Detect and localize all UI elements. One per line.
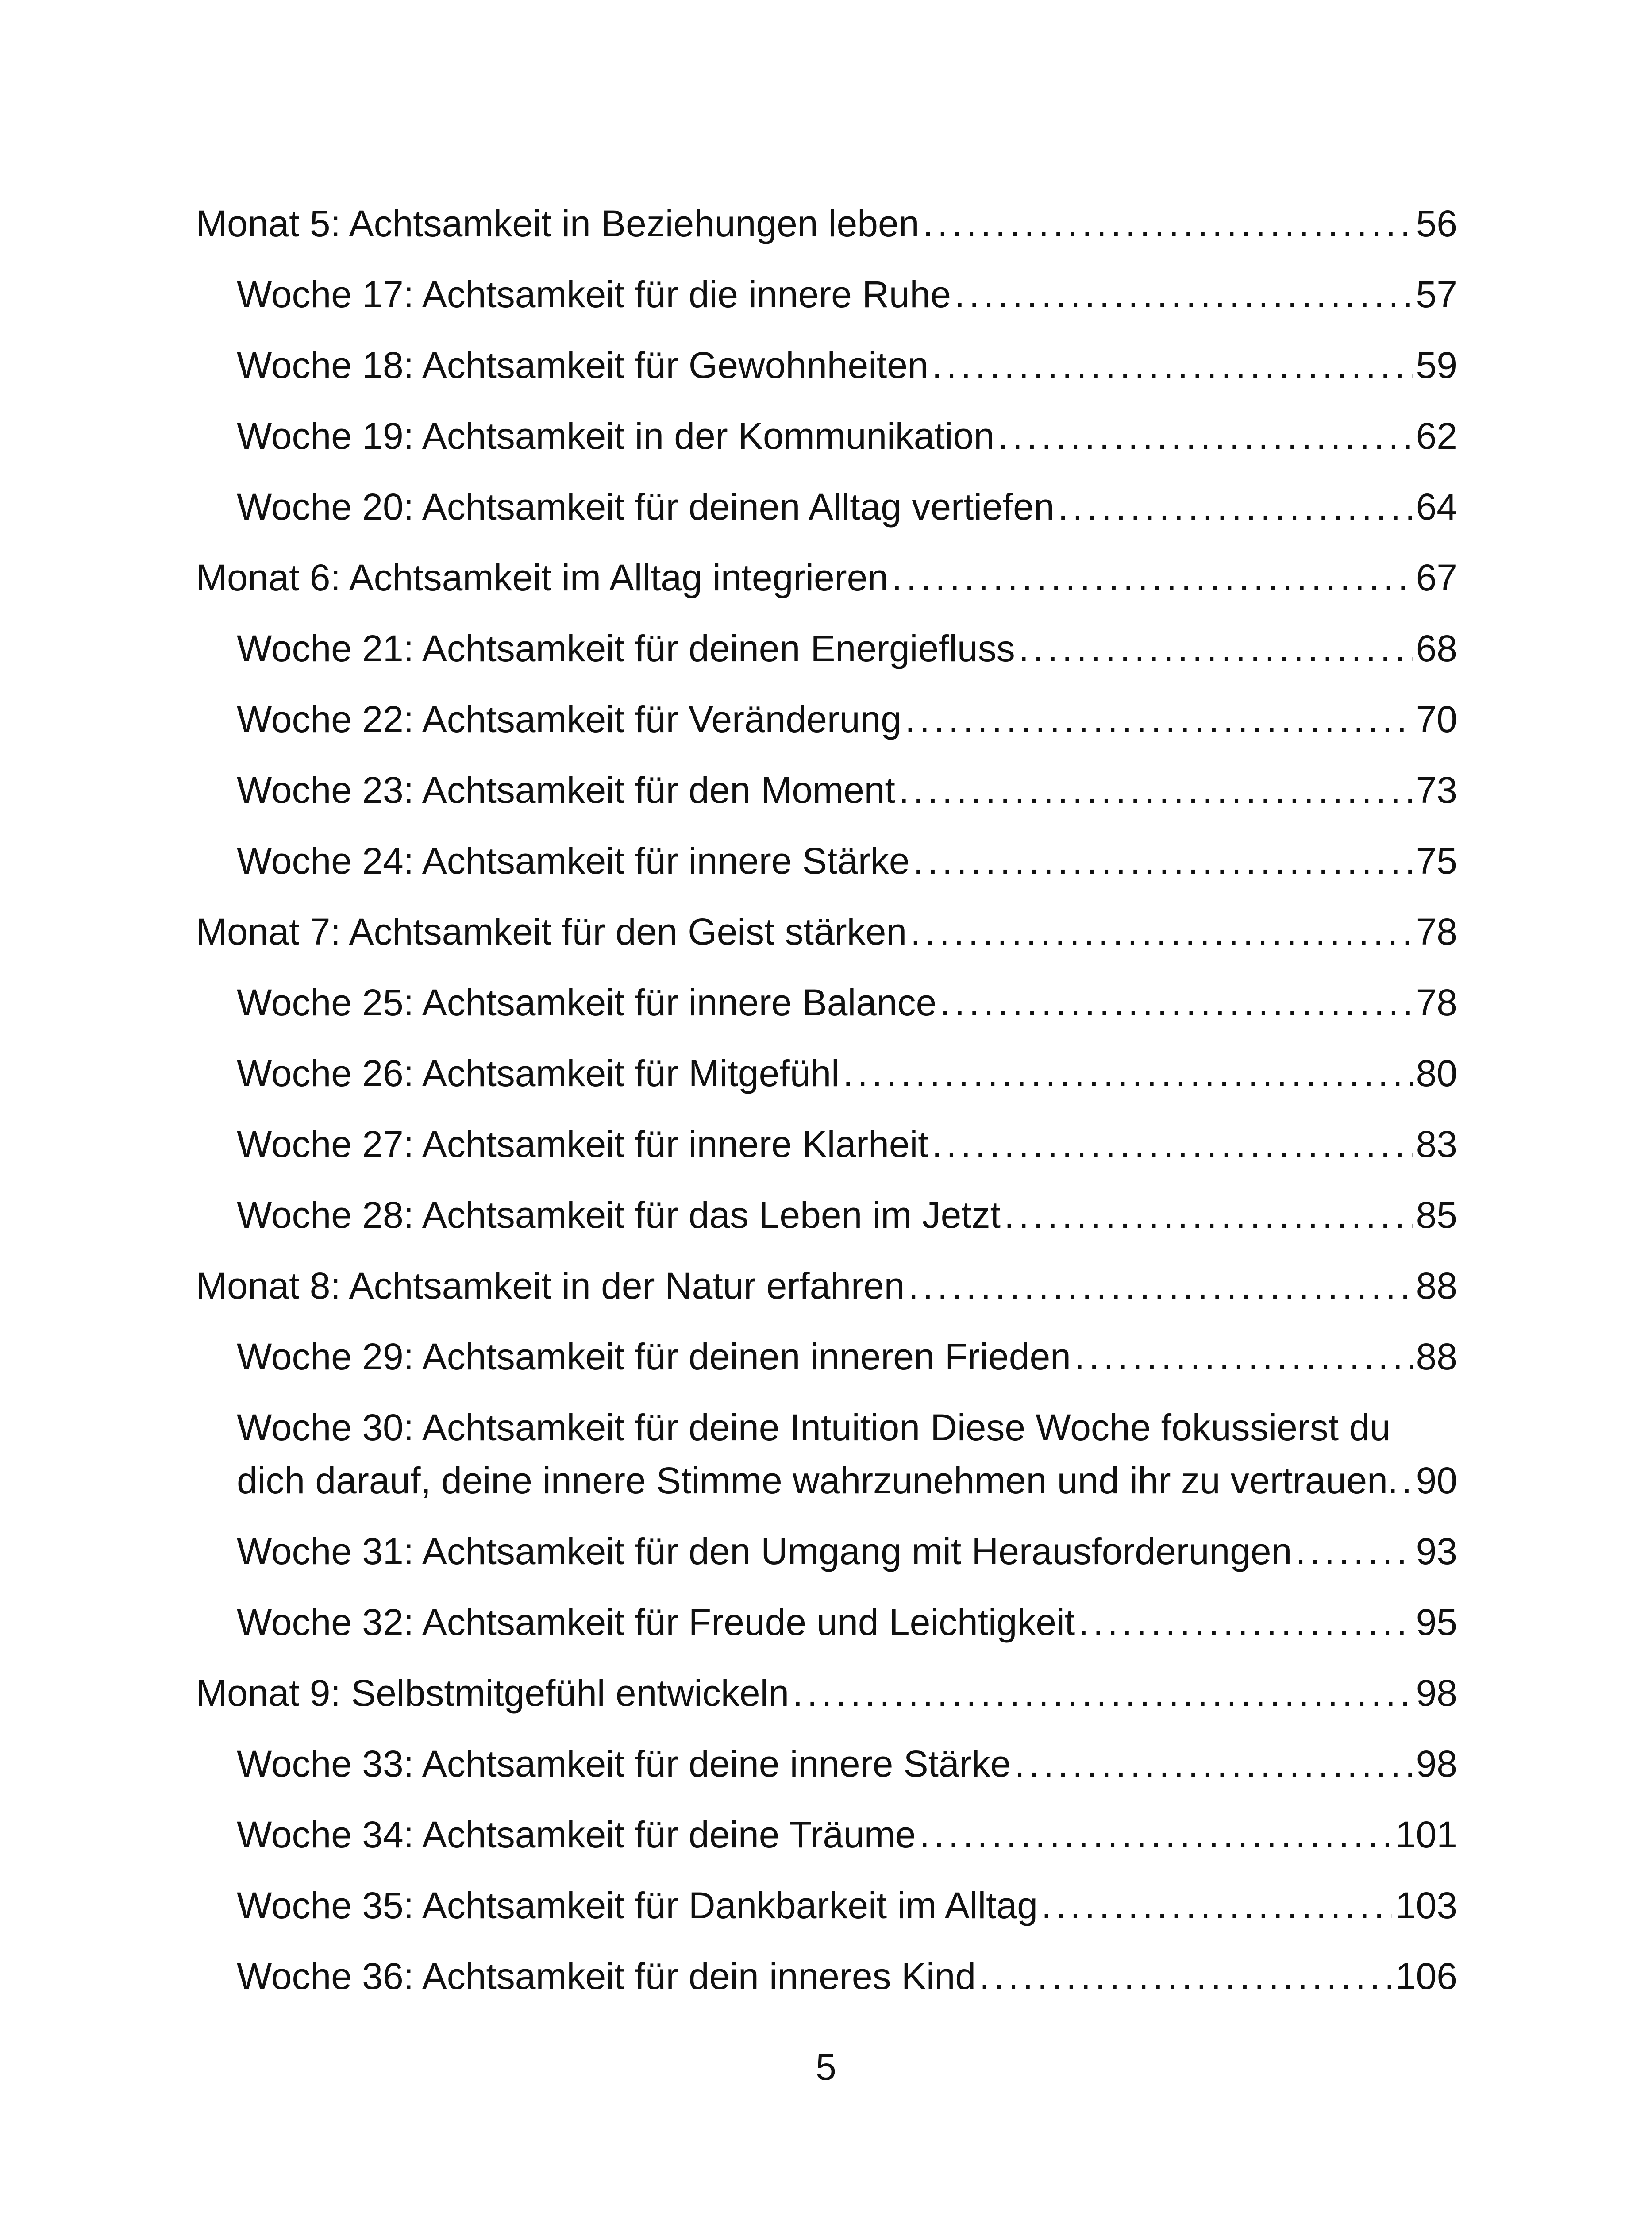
dot-leader [940, 976, 1412, 1029]
toc-entry-monat-7[interactable] [196, 905, 1457, 958]
dot-leader [1074, 1330, 1413, 1383]
toc-entry-title: Monat 7: Achtsamkeit für den Geist stärken [196, 911, 907, 952]
toc-entry-woche-34[interactable] [237, 1808, 1457, 1861]
toc-entry-monat-5[interactable] [196, 197, 1457, 250]
toc-entry-title: Woche 28: Achtsamkeit für das Leben im Jetzt [237, 1194, 1001, 1236]
dot-leader [1402, 1454, 1412, 1507]
toc-entry-title: Woche 35: Achtsamkeit für Dankbarkeit im Alltag [237, 1885, 1038, 1926]
dot-leader [793, 1666, 1413, 1720]
toc-entry-page: 78 [1416, 911, 1457, 952]
toc-entry-title: Monat 8: Achtsamkeit in der Natur erfahren [196, 1265, 905, 1307]
toc-entry-title: Woche 34: Achtsamkeit für deine Träume [237, 1814, 916, 1855]
toc-entry-page: 78 [1416, 982, 1457, 1023]
toc-entry-woche-28[interactable] [237, 1188, 1457, 1241]
dot-leader [843, 1047, 1413, 1100]
toc-entry-woche-20[interactable] [237, 480, 1457, 533]
toc-entry-page: 70 [1416, 698, 1457, 740]
toc-entry-title: dich darauf, deine innere Stimme wahrzunehmen und ihr zu vertrauen. [237, 1460, 1398, 1501]
dot-leader [1004, 1188, 1413, 1241]
toc-entry-page: 88 [1416, 1265, 1457, 1307]
toc-entry-woche-18[interactable] [237, 339, 1457, 392]
toc-entry-woche-22[interactable] [237, 693, 1457, 746]
dot-leader [955, 268, 1413, 321]
toc-entry-title: Woche 29: Achtsamkeit für deinen inneren Frieden [237, 1336, 1071, 1377]
toc-entry-title: Woche 31: Achtsamkeit für den Umgang mit Herausforderungen [237, 1531, 1292, 1572]
toc-entry-page: 101 [1395, 1814, 1457, 1855]
toc-entry-page: 88 [1416, 1336, 1457, 1377]
toc-entry-page: 93 [1416, 1531, 1457, 1572]
toc-entry-page: 73 [1416, 769, 1457, 811]
toc-entry-woche-17[interactable] [237, 268, 1457, 321]
toc-entry-title-line1: Woche 30: Achtsamkeit für deine Intuition Diese Woche fokussierst du [237, 1407, 1390, 1448]
dot-leader [932, 339, 1413, 392]
page-number: 5 [816, 2046, 836, 2088]
toc-entry-page: 83 [1416, 1123, 1457, 1165]
toc-entry-woche-30[interactable] [237, 1401, 1457, 1507]
toc-entry-page: 98 [1416, 1672, 1457, 1714]
dot-leader [920, 1808, 1392, 1861]
toc-entry-title: Woche 26: Achtsamkeit für Mitgefühl [237, 1053, 839, 1094]
dot-leader [1078, 1596, 1412, 1649]
toc-entry-woche-35[interactable] [237, 1879, 1457, 1932]
toc-entry-page: 95 [1416, 1601, 1457, 1643]
toc-entry-page: 103 [1395, 1885, 1457, 1926]
dot-leader [979, 1950, 1392, 2003]
toc-entry-page: 59 [1416, 344, 1457, 386]
toc-entry-monat-8[interactable] [196, 1259, 1457, 1312]
toc-entry-title: Woche 23: Achtsamkeit für den Moment [237, 769, 895, 811]
toc-entry-page: 90 [1416, 1460, 1457, 1501]
toc-entry-woche-29[interactable] [237, 1330, 1457, 1383]
toc-entry-page: 67 [1416, 557, 1457, 598]
dot-leader [1014, 1737, 1412, 1790]
dot-leader [908, 1259, 1412, 1312]
toc-entry-monat-6[interactable] [196, 551, 1457, 604]
toc-entry-woche-21[interactable] [237, 622, 1457, 675]
dot-leader [923, 197, 1412, 250]
dot-leader [1295, 1525, 1412, 1578]
toc-entry-page: 80 [1416, 1053, 1457, 1094]
table-of-contents [196, 0, 1457, 2080]
toc-entry-woche-25[interactable] [237, 976, 1457, 1029]
dot-leader [998, 409, 1413, 463]
dot-leader [910, 905, 1412, 958]
toc-entry-title: Woche 24: Achtsamkeit für innere Stärke [237, 840, 910, 882]
dot-leader [1041, 1879, 1392, 1932]
toc-entry-woche-36[interactable] [237, 1950, 1457, 2003]
toc-entry-woche-27[interactable] [237, 1118, 1457, 1171]
toc-entry-title: Woche 33: Achtsamkeit für deine innere Stärke [237, 1743, 1011, 1785]
toc-entry-title: Woche 19: Achtsamkeit in der Kommunikation [237, 415, 994, 457]
toc-entry-title: Monat 5: Achtsamkeit in Beziehungen leben [196, 203, 920, 244]
toc-entry-title: Monat 6: Achtsamkeit im Alltag integrieren [196, 557, 889, 598]
toc-entry-monat-9[interactable] [196, 1666, 1457, 1720]
dot-leader [1019, 622, 1413, 675]
toc-entry-page: 62 [1416, 415, 1457, 457]
dot-leader [899, 763, 1413, 817]
toc-entry-title: Woche 20: Achtsamkeit für deinen Alltag vertiefen [237, 486, 1055, 528]
dot-leader [932, 1118, 1413, 1171]
toc-entry-page: 57 [1416, 274, 1457, 315]
toc-entry-page: 98 [1416, 1743, 1457, 1785]
dot-leader [905, 693, 1413, 746]
dot-leader [892, 551, 1412, 604]
toc-entry-page: 106 [1395, 1955, 1457, 1997]
toc-entry-page: 64 [1416, 486, 1457, 528]
toc-entry-woche-31[interactable] [237, 1525, 1457, 1578]
toc-entry-page: 56 [1416, 203, 1457, 244]
toc-entry-title: Monat 9: Selbstmitgefühl entwickeln [196, 1672, 789, 1714]
toc-entry-woche-26[interactable] [237, 1047, 1457, 1100]
dot-leader [913, 834, 1413, 887]
toc-entry-title: Woche 18: Achtsamkeit für Gewohnheiten [237, 344, 928, 386]
toc-entry-title: Woche 32: Achtsamkeit für Freude und Leichtigkeit [237, 1601, 1075, 1643]
toc-entry-page: 68 [1416, 628, 1457, 669]
toc-entry-title: Woche 22: Achtsamkeit für Veränderung [237, 698, 901, 740]
toc-entry-title: Woche 21: Achtsamkeit für deinen Energiefluss [237, 628, 1015, 669]
toc-entry-title: Woche 17: Achtsamkeit für die innere Ruhe [237, 274, 951, 315]
toc-entry-title: Woche 27: Achtsamkeit für innere Klarheit [237, 1123, 928, 1165]
toc-entry-woche-33[interactable] [237, 1737, 1457, 1790]
toc-entry-woche-32[interactable] [237, 1596, 1457, 1649]
toc-entry-woche-19[interactable] [237, 409, 1457, 463]
toc-entry-woche-23[interactable] [237, 763, 1457, 817]
toc-entry-title: Woche 36: Achtsamkeit für dein inneres Kind [237, 1955, 976, 1997]
toc-entry-woche-24[interactable] [237, 834, 1457, 887]
toc-entry-page: 75 [1416, 840, 1457, 882]
toc-entry-title: Woche 25: Achtsamkeit für innere Balance [237, 982, 937, 1023]
toc-entry-page: 85 [1416, 1194, 1457, 1236]
dot-leader [1058, 480, 1413, 533]
